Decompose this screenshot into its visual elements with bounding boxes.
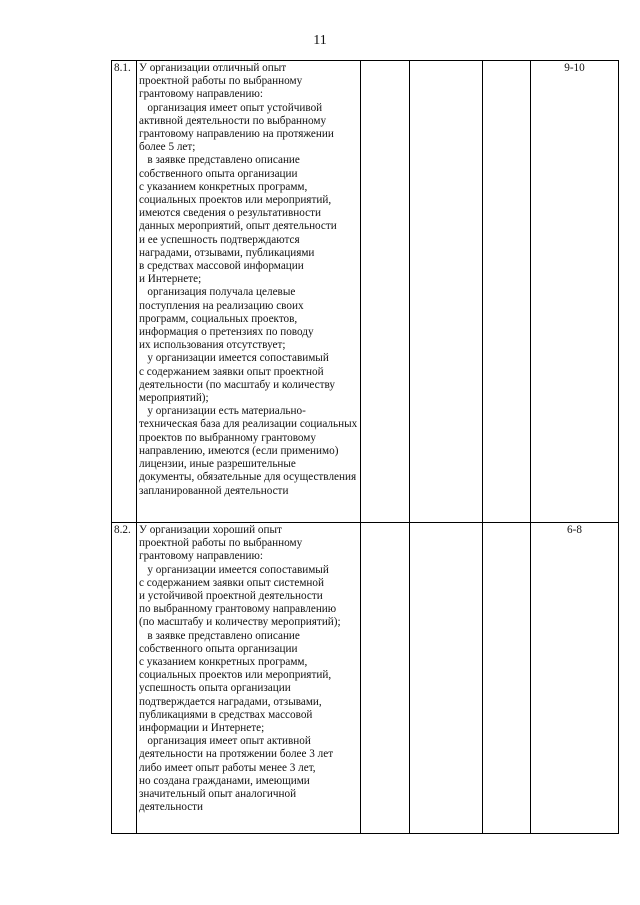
description-line: проектов по выбранному грантовому [139,431,316,444]
description-line: грантовому направлению: [139,88,264,101]
description-line: программ, социальных проектов, [139,312,298,325]
description-line: техническая база для реализации социальных [139,418,358,431]
description-line: организация имеет опыт устойчивой [139,101,323,114]
description-line: данных мероприятий, опыт деятельности [139,220,337,233]
description-line: проектной работы по выбранному [139,537,303,550]
description-line: лицензии, иные разрешительные [139,458,296,471]
description-line: собственного опыта организации [139,167,298,180]
empty-cell [483,523,531,834]
page-number: 11 [313,33,327,48]
description-line: их использования отсутствует; [139,339,286,352]
criteria-row-8-1 [112,61,619,523]
description-line: успешность опыта организации [139,682,291,695]
description-line: более 5 лет; [139,141,196,154]
description-line: организация получала целевые [139,286,296,299]
description-line: социальных проектов или мероприятий, [139,194,332,207]
row-number: 8.1. [112,61,137,523]
description-line: в заявке представлено описание [139,154,300,167]
description-line: направлению, имеются (если применимо) [139,444,339,457]
description-line: либо имеет опыт работы менее 3 лет, [139,761,316,774]
description-line: подтверждается наградами, отзывами, [139,695,322,708]
criterion-description [137,61,361,523]
description-line: публикациями в средствах массовой [139,708,313,721]
description-line: с указанием конкретных программ, [139,180,308,193]
description-line: но создана гражданами, имеющими [139,774,310,787]
description-line: и устойчивой проектной деятельности [139,590,323,603]
score-range: 6-8 [531,523,619,834]
description-line: в средствах массовой информации [139,260,304,273]
description-line: имеются сведения о результативности [139,207,321,220]
description-line: грантовому направлению на протяжении [139,128,334,141]
description-line: с указанием конкретных программ, [139,656,308,669]
description-line: деятельности на протяжении более 3 лет [139,748,334,761]
description-line: социальных проектов или мероприятий, [139,669,332,682]
description-line: (по масштабу и количеству мероприятий); [139,616,341,629]
description-line: информация о претензиях по поводу [139,326,314,339]
description-line: в заявке представлено описание [139,629,300,642]
empty-cell [410,523,483,834]
row-number: 8.2. [112,523,137,834]
description-line: и ее успешность подтверждаются [139,233,300,246]
score-range: 9-10 [531,61,619,523]
description-line: мероприятий); [139,392,209,405]
criteria-table [111,60,619,834]
description-line: значительный опыт аналогичной [139,788,297,801]
description-line: организация имеет опыт активной [139,735,311,748]
empty-cell [361,523,410,834]
description-line: по выбранному грантовому направлению [139,603,337,616]
description-line: собственного опыта организации [139,642,298,655]
description-line: запланированной деятельности [139,484,289,497]
description-line: проектной работы по выбранному [139,75,303,88]
description-line: и Интернете; [139,273,202,286]
description-line: у организации имеется сопоставимый [139,352,329,365]
description-line: активной деятельности по выбранному [139,114,327,127]
description-line: у организации есть материально- [139,405,306,418]
description-line: у организации имеется сопоставимый [139,563,329,576]
description-line: У организации отличный опыт [139,62,287,74]
description-line: грантовому направлению: [139,550,264,563]
criterion-description [137,523,361,834]
description-line: с содержанием заявки опыт системной [139,576,324,589]
empty-cell [483,61,531,523]
empty-cell [410,61,483,523]
criteria-row-8-2 [112,523,619,834]
description-line: документы, обязательные для осуществления [139,471,357,484]
description-line: У организации хороший опыт [139,524,282,536]
description-line: наградами, отзывами, публикациями [139,246,315,259]
empty-cell [361,61,410,523]
description-line: деятельности (по масштабу и количеству [139,378,336,391]
description-line: деятельности [139,801,204,814]
description-line: поступления на реализацию своих [139,299,304,312]
description-line: с содержанием заявки опыт проектной [139,365,324,378]
description-line: информации и Интернете; [139,722,265,735]
